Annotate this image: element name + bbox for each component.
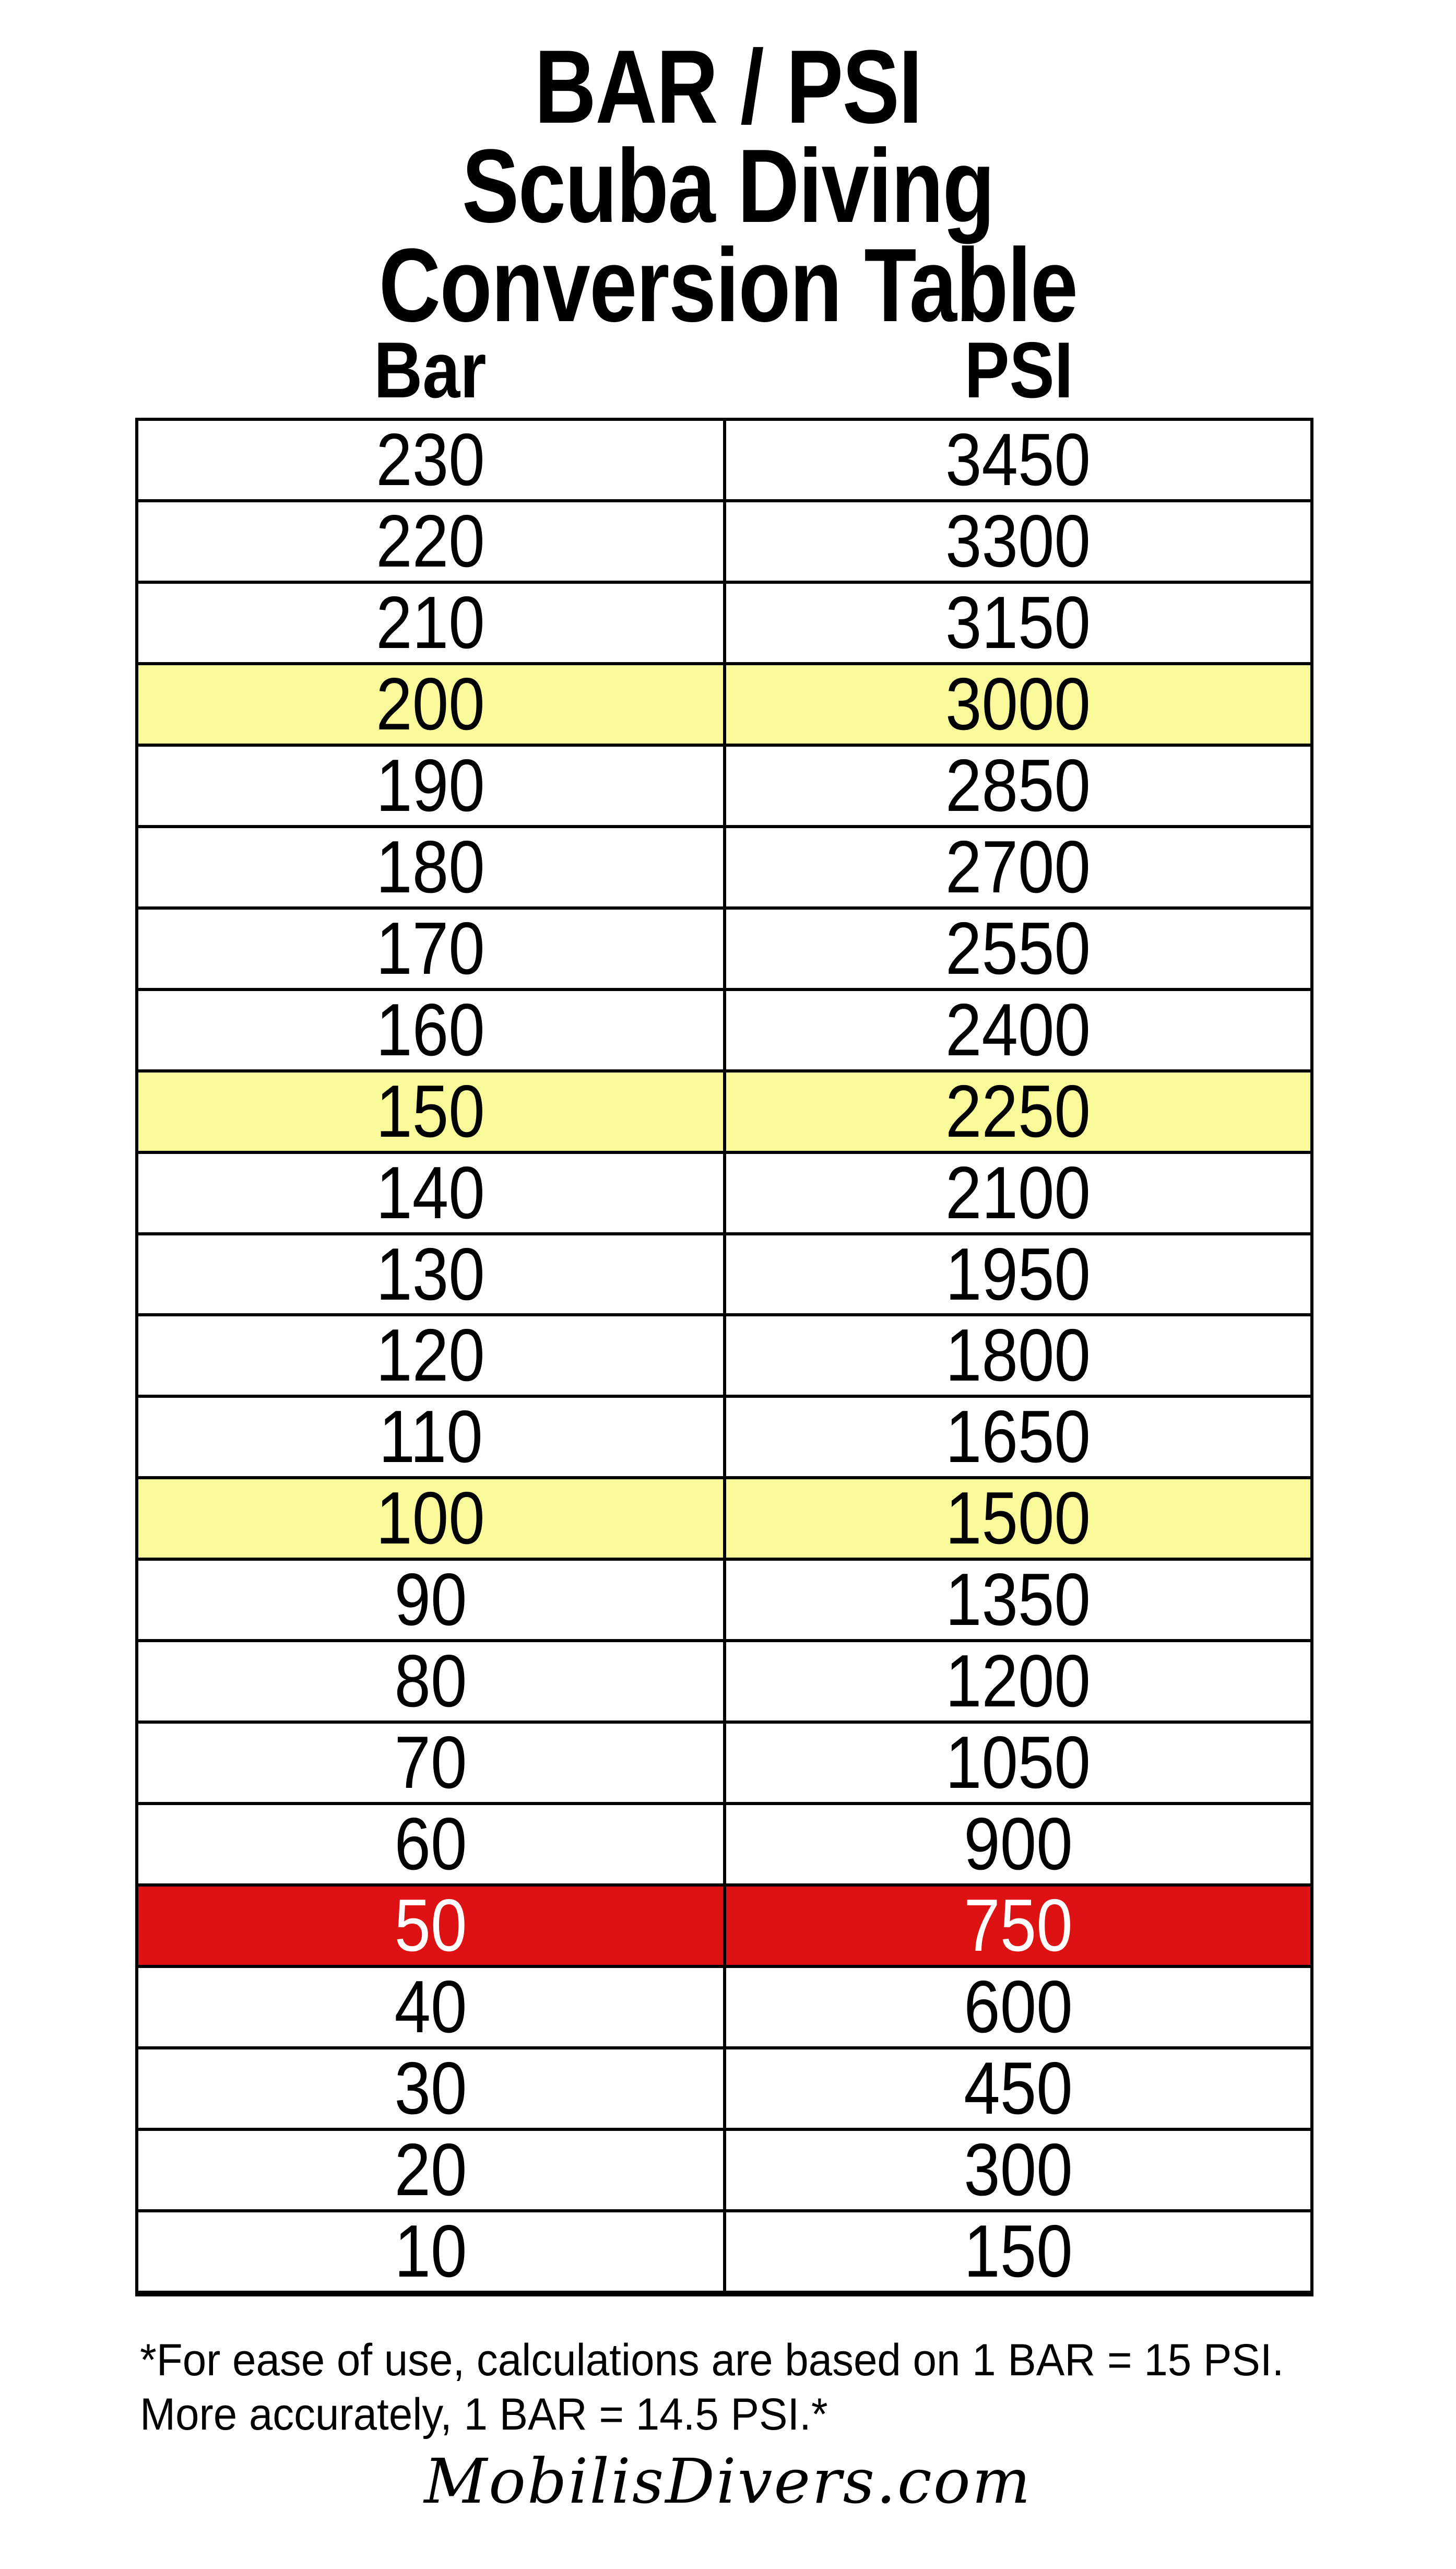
bar-column-header: [135, 326, 725, 415]
psi-value: 3450: [723, 421, 1311, 499]
table-row: [138, 1476, 1310, 1558]
psi-value: 2550: [723, 910, 1311, 988]
bar-value: 210: [376, 583, 485, 662]
bar-value: 200: [376, 665, 485, 744]
psi-value: 900: [723, 1805, 1311, 1883]
column-headers: [135, 326, 1313, 415]
psi-value: 1800: [723, 1316, 1311, 1395]
psi-value: 450: [723, 2049, 1311, 2128]
page-title: [0, 29, 1456, 344]
brand-logo: MobilisDivers.com: [424, 2445, 1032, 2517]
footnote-line-1: *For ease of use, calculations are based on 1 BAR = 15 PSI.: [140, 2335, 1284, 2385]
bar-value: 70: [394, 1724, 467, 1802]
bar-value: 100: [376, 1479, 485, 1558]
table-row: [138, 906, 1310, 988]
table-row: [138, 1720, 1310, 1802]
psi-column-header: [725, 326, 1314, 415]
table-row: [138, 1558, 1310, 1639]
table-row: [138, 2128, 1310, 2209]
psi-value: 300: [723, 2131, 1311, 2209]
table-row: [138, 1965, 1310, 2046]
bar-value: 60: [394, 1805, 467, 1884]
table-row: [138, 1639, 1310, 1720]
table-row: [138, 825, 1310, 906]
psi-value: 2100: [723, 1154, 1311, 1232]
psi-value: 1950: [723, 1235, 1311, 1314]
bar-value: 50: [394, 1887, 467, 1965]
table-row: [138, 581, 1310, 662]
bar-value: 170: [376, 909, 485, 988]
table-row: [138, 1313, 1310, 1395]
psi-value: 2400: [723, 991, 1311, 1069]
bar-value: 160: [376, 991, 485, 1069]
psi-value: 150: [723, 2212, 1311, 2291]
table-row: [138, 1395, 1310, 1476]
footnote: [140, 2333, 1330, 2442]
table-row: [138, 744, 1310, 825]
bar-value: 30: [394, 2049, 467, 2128]
bar-value: 190: [376, 746, 485, 825]
table-row: [138, 988, 1310, 1069]
psi-value: 1050: [723, 1724, 1311, 1802]
title-line-2: Scuba Diving: [461, 128, 995, 244]
psi-value: 1500: [723, 1479, 1311, 1558]
bar-value: 90: [394, 1561, 467, 1640]
table-row: [138, 1232, 1310, 1314]
table-row: [138, 499, 1310, 581]
table-row: [138, 1151, 1310, 1232]
table-row: [138, 1883, 1310, 1965]
pressure-table: [135, 418, 1313, 2296]
bar-value: 120: [376, 1316, 485, 1395]
psi-value: 2250: [723, 1073, 1311, 1151]
table-row: [138, 1069, 1310, 1151]
bar-value: 10: [394, 2212, 467, 2291]
bar-value: 80: [394, 1642, 467, 1721]
table-row: [138, 2209, 1310, 2291]
psi-value: 3000: [723, 665, 1311, 744]
psi-value: 3150: [723, 584, 1311, 662]
psi-value: 1650: [723, 1398, 1311, 1476]
psi-value: 600: [723, 1968, 1311, 2046]
title-line-3: Conversion Table: [378, 227, 1078, 344]
bar-value: 230: [376, 421, 485, 499]
title-line-1: BAR / PSI: [534, 29, 922, 145]
bar-value: 140: [376, 1153, 485, 1232]
bar-value: 150: [376, 1072, 485, 1151]
bar-value: 130: [376, 1235, 485, 1314]
psi-value: 2700: [723, 828, 1311, 906]
table-row: [138, 662, 1310, 744]
psi-value: 1350: [723, 1561, 1311, 1639]
bar-value: 180: [376, 828, 485, 906]
footnote-line-2: More accurately, 1 BAR = 14.5 PSI.*: [140, 2389, 828, 2440]
bar-value: 110: [378, 1398, 483, 1477]
table-row: [138, 421, 1310, 499]
bar-value: 20: [394, 2131, 467, 2209]
bar-value: 40: [394, 1968, 467, 2047]
psi-value: 750: [723, 1887, 1311, 1965]
psi-value: 2850: [723, 747, 1311, 825]
bar-value: 220: [376, 502, 485, 581]
psi-value: 3300: [723, 502, 1311, 581]
psi-column-header-label: PSI: [964, 326, 1073, 415]
bar-column-header-label: Bar: [373, 326, 486, 415]
table-row: [138, 2046, 1310, 2128]
psi-value: 1200: [723, 1642, 1311, 1720]
table-row: [138, 1802, 1310, 1883]
